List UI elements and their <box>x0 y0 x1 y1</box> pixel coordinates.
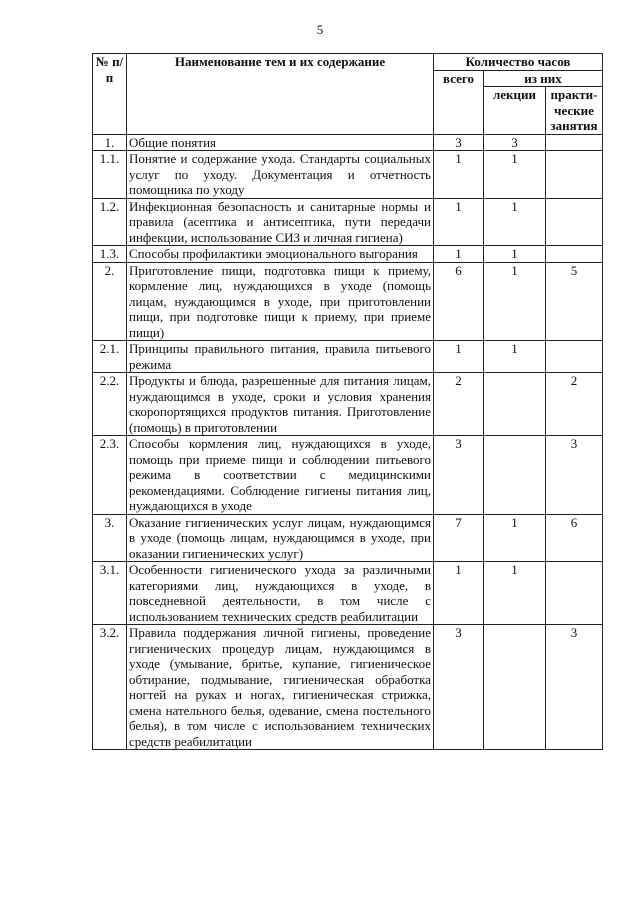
row-lecture-hours: 1 <box>484 262 546 341</box>
row-topic-name: Способы кормления лиц, нуждающихся в уходе, помощь при приеме пищи и соблюдении питьевого режима в соответствии с медицинскими рекомендациями. Соблюдение гигиены питания лиц, нуждающихся в уходе <box>127 436 434 515</box>
header-hours: Количество часов <box>434 54 603 71</box>
table-row <box>93 198 603 246</box>
row-number: 2.2. <box>93 373 127 436</box>
row-total-hours: 3 <box>434 134 484 151</box>
row-number: 2.3. <box>93 436 127 515</box>
row-number: 2. <box>93 262 127 341</box>
table-row <box>93 436 603 515</box>
page-number: 5 <box>316 22 324 37</box>
row-total-hours: 1 <box>434 562 484 625</box>
row-practice-hours: 5 <box>546 262 603 341</box>
row-practice-hours <box>546 198 603 246</box>
row-number: 2.1. <box>93 341 127 373</box>
header-lectures: лекции <box>484 87 546 135</box>
table-row <box>93 562 603 625</box>
row-topic-name: Понятие и содержание ухода. Стандарты социальных услуг по уходу. Документация и отчетность помощника по уходу <box>127 151 434 199</box>
table-row <box>93 625 603 750</box>
row-total-hours: 1 <box>434 246 484 263</box>
row-practice-hours: 6 <box>546 514 603 562</box>
header-number: № п/п <box>93 54 127 135</box>
row-practice-hours <box>546 151 603 199</box>
row-topic-name: Инфекционная безопасность и санитарные нормы и правила (асептика и антисептика, пути передачи инфекции, использование СИЗ и личная гигиена) <box>127 198 434 246</box>
row-lecture-hours <box>484 625 546 750</box>
row-practice-hours <box>546 562 603 625</box>
row-number: 1.1. <box>93 151 127 199</box>
row-number: 3.2. <box>93 625 127 750</box>
row-number: 1.3. <box>93 246 127 263</box>
header-total: всего <box>434 70 484 134</box>
row-total-hours: 1 <box>434 341 484 373</box>
table-row <box>93 151 603 199</box>
row-lecture-hours: 1 <box>484 151 546 199</box>
table-row <box>93 514 603 562</box>
row-total-hours: 2 <box>434 373 484 436</box>
row-lecture-hours: 1 <box>484 198 546 246</box>
row-topic-name: Способы профилактики эмоционального выгорания <box>127 246 434 263</box>
curriculum-table <box>92 53 603 750</box>
row-lecture-hours: 1 <box>484 514 546 562</box>
row-practice-hours: 3 <box>546 436 603 515</box>
header-of-them: из них <box>484 70 603 87</box>
row-practice-hours <box>546 134 603 151</box>
row-total-hours: 3 <box>434 625 484 750</box>
table-row <box>93 246 603 263</box>
table-row <box>93 373 603 436</box>
row-number: 3.1. <box>93 562 127 625</box>
row-total-hours: 6 <box>434 262 484 341</box>
row-topic-name: Общие понятия <box>127 134 434 151</box>
row-topic-name: Приготовление пищи, подготовка пищи к приему, кормление лиц, нуждающихся в уходе (помощь лицам, нуждающимся в уходе, при приготовлении пищи, при подготовке пищи к приему, при приеме пищи) <box>127 262 434 341</box>
row-lecture-hours: 3 <box>484 134 546 151</box>
row-topic-name: Принципы правильного питания, правила питьевого режима <box>127 341 434 373</box>
header-practice: практи-ческие занятия <box>546 87 603 135</box>
row-number: 1. <box>93 134 127 151</box>
row-lecture-hours <box>484 436 546 515</box>
row-lecture-hours: 1 <box>484 562 546 625</box>
row-topic-name: Особенности гигиенического ухода за различными категориями лиц, нуждающихся в уходе, в повседневной деятельности, в том числе с использованием технических средств реабилитации <box>127 562 434 625</box>
row-practice-hours: 3 <box>546 625 603 750</box>
table-row <box>93 262 603 341</box>
table-row <box>93 341 603 373</box>
row-total-hours: 1 <box>434 198 484 246</box>
row-practice-hours: 2 <box>546 373 603 436</box>
row-lecture-hours: 1 <box>484 246 546 263</box>
row-total-hours: 7 <box>434 514 484 562</box>
table-row <box>93 134 603 151</box>
row-topic-name: Оказание гигиенических услуг лицам, нуждающимся в уходе (помощь лицам, нуждающимся в уходе, при оказании гигиенических услуг) <box>127 514 434 562</box>
row-practice-hours <box>546 246 603 263</box>
row-total-hours: 1 <box>434 151 484 199</box>
row-lecture-hours: 1 <box>484 341 546 373</box>
row-topic-name: Правила поддержания личной гигиены, проведение гигиенических процедур лицам, нуждающимся в уходе (умывание, бритье, купание, гигиеническое обтирание, подмывание, гигиеническая обработка ногтей на руках и ногах, гигиеническая стрижка, смена нательного белья, одевание, смена постельного белья), в том числе с использованием технических средств реабилитации <box>127 625 434 750</box>
header-topic-name: Наименование тем и их содержание <box>127 54 434 135</box>
row-topic-name: Продукты и блюда, разрешенные для питания лицам, нуждающимся в уходе, сроки и условия хранения скоропортящихся продуктов питания. Приготовление (помощь) в приготовлении <box>127 373 434 436</box>
row-total-hours: 3 <box>434 436 484 515</box>
row-practice-hours <box>546 341 603 373</box>
row-number: 3. <box>93 514 127 562</box>
row-lecture-hours <box>484 373 546 436</box>
row-number: 1.2. <box>93 198 127 246</box>
